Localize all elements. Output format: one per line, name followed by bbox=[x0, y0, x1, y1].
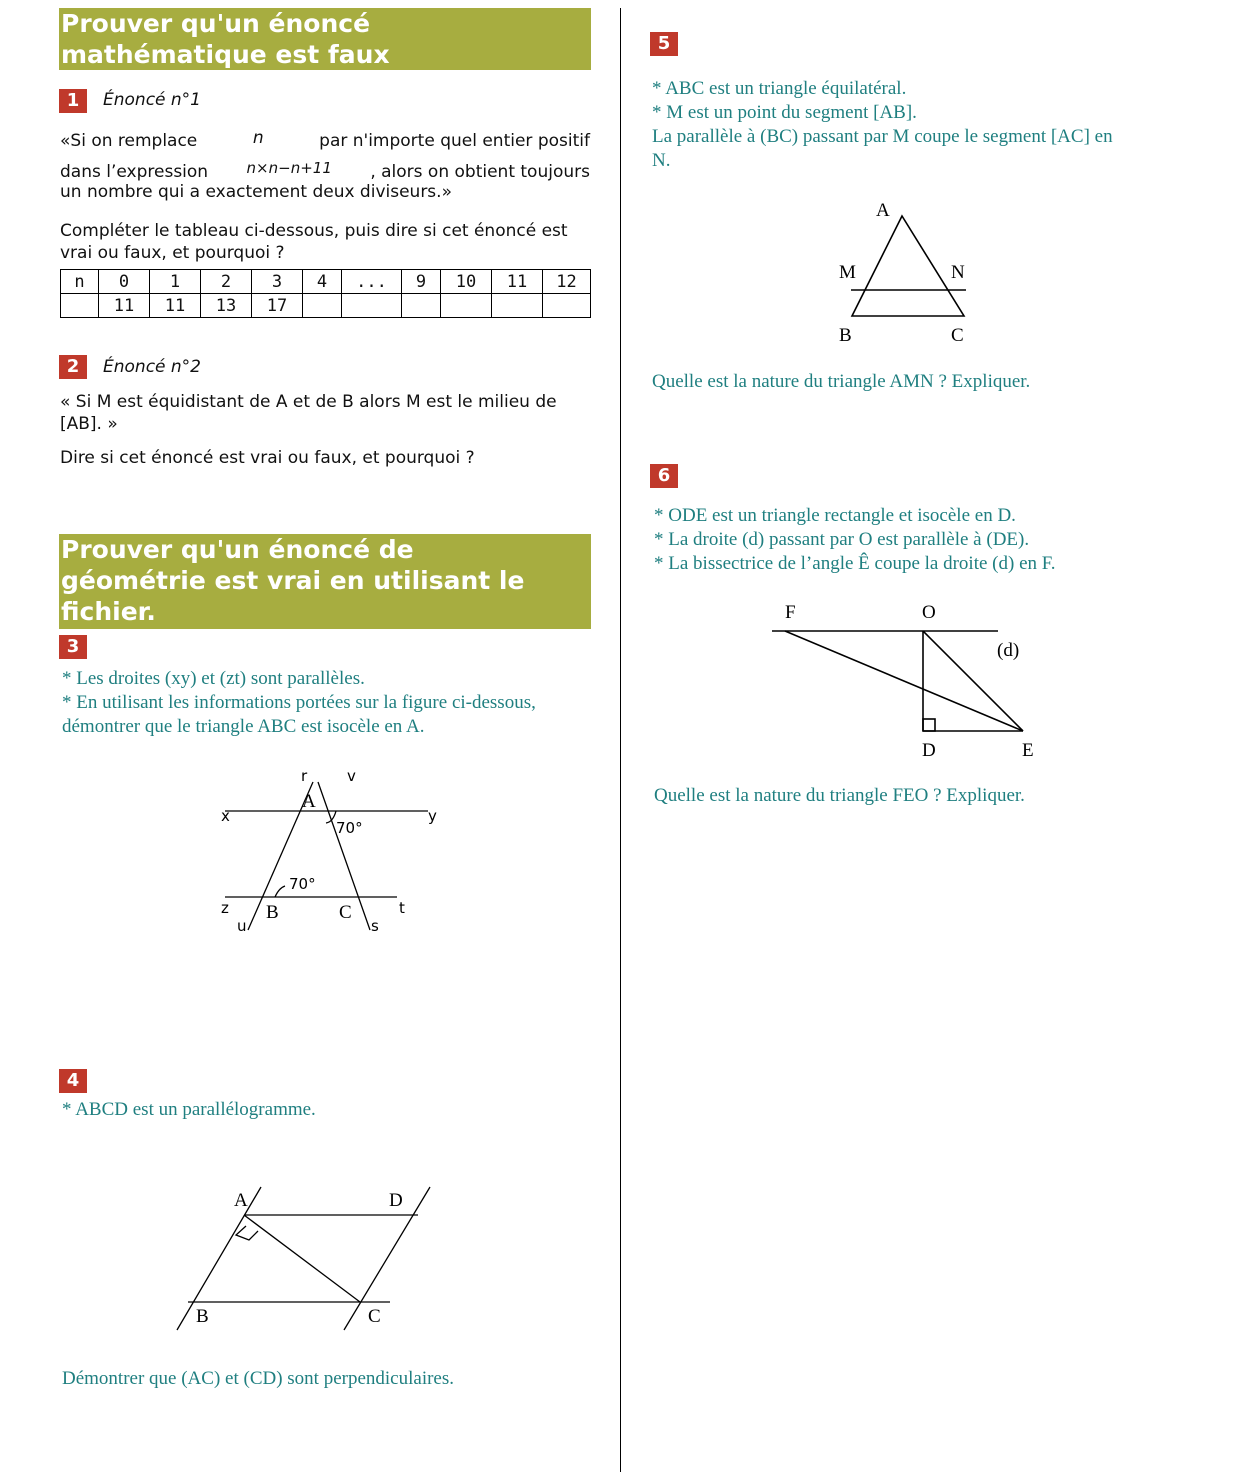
table-cell: 0 bbox=[99, 270, 150, 294]
line-AB bbox=[177, 1187, 261, 1330]
label-s: s bbox=[371, 917, 379, 935]
label-A: A bbox=[234, 1190, 248, 1211]
exercise-subtitle-1: Énoncé n°1 bbox=[103, 90, 201, 110]
label-r: r bbox=[301, 767, 308, 785]
column-divider bbox=[620, 8, 621, 1472]
angle-arc-bottom bbox=[275, 886, 285, 897]
table-cell: 11 bbox=[150, 294, 201, 318]
exercise-badge-2: 2 bbox=[59, 355, 87, 379]
label-x: x bbox=[221, 807, 230, 825]
section-title-line: géométrie est vrai en utilisant le bbox=[61, 566, 525, 595]
section-title-line: Prouver qu'un énoncé bbox=[61, 9, 371, 38]
ex4-text: * ABCD est un parallélogramme. bbox=[62, 1099, 316, 1120]
ex2-instruction: Dire si cet énoncé est vrai ou faux, et pourquoi ? bbox=[60, 448, 475, 468]
label-B: B bbox=[196, 1306, 209, 1327]
label-E: E bbox=[1022, 740, 1034, 761]
figure-parallel-lines bbox=[0, 0, 620, 960]
label-O: O bbox=[922, 602, 936, 623]
ex6-text: * ODE est un triangle rectangle et isocèle en D. * La droite (d) passant par O est parallèle à (DE). * La bissectrice de l’angle Ê coupe la droite (d) en F. bbox=[654, 505, 1056, 574]
exercise-subtitle-2: Énoncé n°2 bbox=[103, 357, 201, 377]
label-F: F bbox=[785, 602, 796, 623]
ex4-question: Démontrer que (AC) et (CD) sont perpendiculaires. bbox=[62, 1368, 455, 1389]
table-cell: 17 bbox=[252, 294, 303, 318]
triangle-ABC bbox=[852, 216, 964, 316]
variable-n: n bbox=[252, 128, 264, 148]
angle-arc-top bbox=[326, 811, 336, 823]
exercise-badge-3: 3 bbox=[59, 635, 87, 659]
exercise-badge-6: 6 bbox=[650, 464, 678, 488]
label-d: (d) bbox=[997, 640, 1020, 661]
ex6-question: Quelle est la nature du triangle FEO ? Expliquer. bbox=[654, 785, 1025, 806]
label-C: C bbox=[368, 1306, 381, 1327]
line-DC bbox=[344, 1187, 430, 1330]
table-cell: 2 bbox=[201, 270, 252, 294]
label-C: C bbox=[951, 325, 964, 346]
label-t: t bbox=[399, 899, 405, 917]
table-cell: ... bbox=[342, 270, 402, 294]
label-u: u bbox=[237, 917, 247, 935]
label-A: A bbox=[302, 791, 316, 812]
table-cell: 9 bbox=[402, 270, 441, 294]
right-angle-mark bbox=[923, 719, 935, 731]
label-N: N bbox=[951, 262, 965, 283]
exercise-badge-1: 1 bbox=[59, 89, 87, 113]
section-title-line: mathématique est faux bbox=[61, 40, 390, 69]
section-title-line: Prouver qu'un énoncé de bbox=[61, 535, 414, 564]
label-D: D bbox=[922, 740, 936, 761]
label-v: v bbox=[347, 767, 356, 785]
figure-parallelogram bbox=[0, 1160, 620, 1350]
exercise-badge-4: 4 bbox=[59, 1069, 87, 1093]
table-cell: 13 bbox=[201, 294, 252, 318]
right-angle-mark bbox=[236, 1226, 258, 1240]
label-M: M bbox=[839, 262, 856, 283]
bisector-EF bbox=[785, 631, 1023, 731]
table-cell: 11 bbox=[492, 270, 543, 294]
table-cell: n bbox=[61, 270, 99, 294]
table-cell: 1 bbox=[150, 270, 201, 294]
figure-equilateral-triangle bbox=[640, 190, 1020, 350]
figure-right-isosceles-triangle bbox=[760, 595, 1060, 770]
table-cell: 10 bbox=[441, 270, 492, 294]
ex5-question: Quelle est la nature du triangle AMN ? Expliquer. bbox=[652, 371, 1031, 392]
label-B: B bbox=[839, 325, 852, 346]
label-y: y bbox=[428, 807, 437, 825]
segment-AC bbox=[244, 1215, 360, 1302]
ex5-text: * ABC est un triangle équilatéral. * M est un point du segment [AB]. La parallèle à (BC) passant par M coupe le segment [AC] en N. bbox=[652, 78, 1113, 171]
angle-label-top: 70° bbox=[336, 819, 363, 837]
label-B: B bbox=[266, 902, 279, 923]
table-cell: 4 bbox=[303, 270, 342, 294]
section-title-line: fichier. bbox=[61, 597, 156, 626]
table-cell: 12 bbox=[543, 270, 591, 294]
angle-label-bottom: 70° bbox=[289, 875, 316, 893]
ex3-text: * Les droites (xy) et (zt) sont parallèles. * En utilisant les informations portées sur la figure ci-dessous, démontrer que le triangle ABC est isocèle en A. bbox=[62, 668, 536, 737]
ex1-instruction: Compléter le tableau ci-dessous, puis dire si cet énoncé est vrai ou faux, et pourquoi ? bbox=[60, 221, 568, 263]
table-cell: 3 bbox=[252, 270, 303, 294]
ex1-statement: «Si on remplace n par n'importe quel entier positif dans l’expression n×n−n+11 , alors on obtient toujours un nombre qui a exactement deux diviseurs.» bbox=[60, 128, 590, 202]
label-A: A bbox=[876, 200, 890, 221]
ex2-statement: « Si M est équidistant de A et de B alors M est le milieu de [AB]. » bbox=[60, 392, 557, 434]
table-cell: 11 bbox=[99, 294, 150, 318]
exercise-badge-5: 5 bbox=[650, 32, 678, 56]
label-D: D bbox=[389, 1190, 403, 1211]
expression: n×n−n+11 bbox=[246, 159, 332, 177]
label-C: C bbox=[339, 902, 352, 923]
label-z: z bbox=[221, 899, 229, 917]
